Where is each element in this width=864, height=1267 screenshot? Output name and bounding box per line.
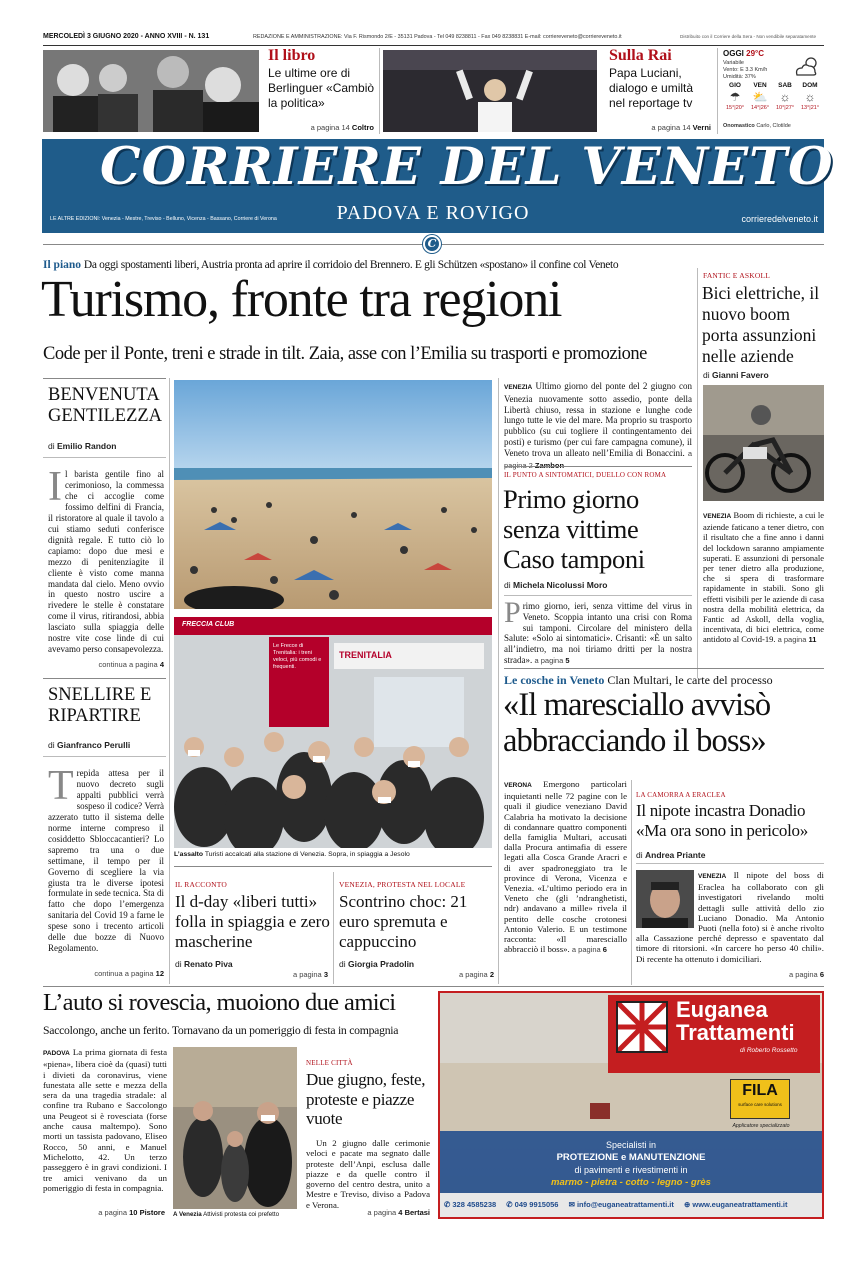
onomastico-names: Carlo, Clotilde [756,123,791,129]
col1a-title: BENVENUTA GENTILEZZA [48,385,163,426]
tamponi-page-num: 5 [565,655,570,665]
fantic-city: VENEZIA [703,513,732,520]
giugno-caption-text: Attivisti protesta coi prefetto [203,1211,280,1218]
weather-today [723,49,764,58]
donadio-title: Il nipote incastra Donadio «Ma ora sono in pericolo» [636,801,808,840]
weather-day-temps: 13°|21° [800,105,820,111]
photo-caption-bold: L’assalto [174,851,204,858]
teaser2-page [609,123,711,132]
weather-temp: 29°C [746,49,764,58]
tamponi-byline [504,580,607,590]
fila-logo [730,1079,790,1119]
col1b-body: repida attesa per il nuovo decreto sugli appalti pubblici verrà sospeso il codice? Verrà azzerato tutto il sistema delle norme interne compreso il cosiddetto Sbloccacantieri? Lo sapremo tra una o due settimane, il tempo per il Governo di scegliere la via giusta tra le diverse ipotesi formulate in sede tecnica. Sta di fatto che dopo l’emergenza sanitaria del Covid 19 a farne le spese sono i trecento articoli delle due bozze di Nuovo Regolamento. [48,768,164,954]
weather-desc1: Variabile [723,60,744,66]
station-photo [174,617,492,848]
racconto-by: di [175,959,182,969]
weather-day-name: DOM [802,82,818,89]
top-date: MERCOLEDÌ 3 GIUGNO 2020 - ANNO XVIII - N. 131 [43,33,210,40]
racconto-author: Renato Piva [184,959,233,969]
giugno-caption-bold: A Venezia [173,1211,202,1218]
fantic-title: Bici elettriche, il nuovo boom porta assunzioni nelle aziende [702,283,820,366]
weather-day-name: GIO [729,82,741,89]
weather-day-name: SAB [778,82,792,89]
racconto-page-num: 3 [323,970,328,979]
giugno-page [306,1208,430,1217]
col1a-cont [48,660,164,669]
spremuta-page [420,970,494,979]
auto-page [43,1208,165,1217]
fantic-text [703,510,824,646]
col1a-cont-label: continua a pagina [98,660,158,669]
tamponi-body: rimo giorno, ieri, senza vittime del virus in Veneto. Scoppia intanto una crisi con Roma sui tamponi. Circolare del ministero della Salute: «Solo ai sintomatici». Crisanti: «È un salto all’indietro, ma noi tiriamo dritti per la nostra strada». [504,601,692,665]
weather-day-name: VEN [753,82,767,89]
auto-text [43,1047,167,1193]
col1a-byline [48,441,117,451]
tamponi-by: di [504,580,511,590]
tamponi-dropcap: P [504,596,521,629]
ad-brand1: Euganea [676,997,768,1022]
station-sign-c: Le Frecce di Trenitalia: i treni veloci, più comodi e frequenti. [273,643,322,670]
venezia-protest-photo [173,1047,297,1209]
teaser1-page [268,123,374,132]
teaser2-text: Papa Luciani, dialogo e umiltà nel reportage tv [609,66,694,110]
teaser1-title: Il libro [268,47,316,64]
partly-cloudy-icon [793,55,821,77]
col1a-body: l barista gentile fino al cerimonioso, la commessa che ci accoglie come fossimo delfini di Francia, il ristoratore al quale il tavolo a cui stiamo seduti conferisce dignità regale. E tutto ciò lo capiamo: dopo due mesi e mezzo di penitenziagite il cliente è visto come manna mandata dal cielo. Meno ovvio in questo nostro uscire a rivedere le stelle è constatare come il virus, ritirandosi, abbia lasciato sulla spiaggia delle nostre vite cose linde di cui avevamo perso consapevolezza. [48,469,164,655]
col1b-byline [48,740,130,750]
weather-desc3: Umidità: 37% [723,74,756,80]
corriere-logo-icon [423,235,441,253]
teaser2-page-num: a pagina 14 [651,123,691,132]
donadio-text [636,870,824,964]
donadio-city: VENEZIA [698,873,727,880]
main-subhead: Code per il Ponte, treni e strade in tilt. Zaia, asse con l’Emilia su trasporti e promozione [43,344,647,364]
phone-icon-2: ✆ [506,1200,513,1209]
weather-day-temps: 14°|26° [750,105,770,111]
teaser1-text: Le ultime ore di Berlinguer «Cambiò la politica» [268,66,375,110]
web-icon: ⊕ [683,1200,691,1209]
maresciallo-body: Emergono particolari inquietanti nelle 72 pagine con le quali il giudice veneziano David Calabria ha motivato la decisione di condannare quattro componenti della famiglia Multari, accusati dalla Procura antimafia di essere legati alla Cosca Grande Aracri e di aver spadroneggiato tra le province di Verona, Vicenza e Venezia. «L’ultimo periodo era in Veneto che (gli ’ndranghetisti, ndr) andavano a mille» rivela il pentito delle cosche crotonesi Antonio Valerio. E un testimone racconta: «Il maresciallo abbracciò il boss». [504,779,627,955]
weather-day [748,82,772,111]
euganea-logo-icon [616,1001,668,1053]
maresciallo-title: «Il maresciallo avvisò abbracciando il boss» [503,687,771,759]
mail-icon: ✉ [568,1200,575,1209]
fila-sub: surface care solutions [738,1102,782,1107]
ad-contacts [440,1193,822,1217]
fantic-page-label: a pagina [777,635,807,645]
weather-day [798,82,822,111]
racconto-kicker: IL RACCONTO [175,880,227,889]
ad-sub: di Roberto Rossetto [740,1047,798,1054]
weather-day [723,82,747,111]
spremuta-author: Giorgia Pradolin [348,959,415,969]
auto-city: PADOVA [43,1050,70,1057]
tamponi-title: Primo giorno senza vittime Caso tamponi [503,484,645,574]
teaser1-page-num: a pagina 14 [310,123,350,132]
ad-line4: marmo - pietra - cotto - legno - grès [551,1177,711,1188]
sun-icon: ☼ [804,90,816,104]
maresciallo-page-label: a pagina [571,945,601,955]
fila-app: Applicatore specializzato [732,1123,790,1129]
beach-photo [174,380,492,609]
fantic-page-num: 11 [808,635,817,645]
maresciallo-text [504,779,627,955]
col1a-by: di [48,441,55,451]
fantic-by: di [703,370,710,380]
col1a-page: 4 [159,660,164,669]
masthead-editions: LE ALTRE EDIZIONI: Venezia - Mestre, Treviso - Belluno, Vicenza - Bassano, Corriere di Verona [50,216,277,222]
teaser2-author: Verni [692,123,711,132]
racconto-page-label: a pagina [292,970,322,979]
fantic-body: Boom di richieste, a cui le aziende faticano a tener dietro, con il risultato che a fine anno i danni del lockdown saranno ampiamente superati. E assunzioni di personale per tener dietro alla produzione, che si spera di trasformare rapidamente in stabili. Sono gli effetti visibili per le aziende di casa nostra della mobilità elettrica, da Fantic ad Askoll, della voglia, incentivata, di bici elettrica, come antidoto al Covid-19. [703,510,824,645]
fila-name: FILA [742,1082,778,1099]
fantic-page [778,635,817,644]
racconto-page [250,970,328,979]
col1b-page: 12 [155,969,164,978]
main-text-body: Ultimo giorno del ponte del 2 giugno con Venezia nuovamente sotto assedio, ponte della Libertà chiuso, ressa in stazione e lunghe code lungo tutte le vie del mare. Ma proprio su trasporto pubblico (su cui togliere il contingentamento dei posti) e turismo (per cui fare campagna comune), il Veneto trova un alleato nell’Emilia di Bonaccini. [504,381,692,458]
maresciallo-page [572,945,607,954]
giugno-title: Due giugno, feste, proteste e piazze vuote [306,1070,426,1128]
euganea-ad[interactable] [438,991,824,1219]
weather-desc2: Vento: E 3.3 Km/h [723,67,768,73]
ebike-photo [703,385,824,501]
donadio-page-label: a pagina [788,970,818,979]
maresciallo-city: VERONA [504,782,532,789]
tamponi-page-label: a pagina [534,655,564,665]
onomastico [723,123,791,129]
teaser1-author: Coltro [351,123,374,132]
teaser2-title: Sulla Rai [609,47,672,64]
masthead-site[interactable]: corrieredelveneto.it [741,214,818,224]
ad-line2: PROTEZIONE e MANUTENZIONE [556,1152,706,1163]
ad-phone1[interactable]: 328 4585238 [452,1200,497,1209]
auto-page-num: 10 [129,1208,138,1217]
station-sign-a: FRECCIA CLUB [182,621,235,628]
giugno-author: Bertasi [404,1208,430,1217]
main-text-page-label: a [687,448,693,458]
tamponi-author: Michela Nicolussi Moro [513,580,608,590]
spremuta-by: di [339,959,346,969]
photo-caption [174,851,494,858]
top-redazione: REDAZIONE E AMMINISTRAZIONE: Via F. Rismondo 2/E - 35131 Padova - Tel 049 8238811 - Fax 049 8238831 E-mail: corriereveneto@corriereveneto.it [253,34,622,40]
giugno-page-label: a pagina [367,1208,397,1217]
donadio-author: Andrea Priante [645,850,706,860]
cloud-rain-icon: ☂ [729,90,741,104]
col1a-author: Emilio Randon [57,441,117,451]
weather-oggi: OGGI [723,49,744,58]
giugno-text: Un 2 giugno dalle cerimonie veloci e pacate ma segnato dalle proteste dell’Anpi, esclusa dalle piazze e da quelle contro il governo del centro destra, unito a Mestre e Treviso, diviso a Padova e Verona. [306,1138,430,1210]
col1b-cont-label: continua a pagina [94,969,154,978]
donadio-kicker: LA CAMORRA A ERACLEA [636,791,726,799]
maresciallo-kicker [504,673,824,688]
partly-cloudy-icon: ⛅ [752,90,768,104]
weather-day [773,82,797,111]
weather-day-temps: 15°|20° [725,105,745,111]
auto-page-label: a pagina [98,1208,128,1217]
masthead-subtitle: PADOVA E ROVIGO [336,202,530,224]
col1a-text [48,464,164,655]
giugno-kicker: NELLE CITTÀ [306,1059,353,1067]
donadio-page [760,970,824,979]
giugno-page-num: 4 [398,1208,403,1217]
ad-line1: Specialisti in [605,1140,657,1150]
masthead-title: CORRIERE DEL VENETO [100,137,834,197]
masthead [42,137,834,233]
auto-title: L’auto si rovescia, muoiono due amici [43,989,396,1016]
racconto-title: Il d-day «liberi tutti» folla in spiaggia e zero mascherine [175,892,330,951]
spremuta-page-num: 2 [489,970,494,979]
fantic-byline [703,370,769,380]
auto-subhead: Saccolongo, anche un ferito. Tornavano da un pomeriggio di festa in compagnia [43,1024,399,1037]
spremuta-byline [339,959,414,969]
top-distribuito: Distribuito con il Corriere della Sera - Non vendibile separatamente [680,34,817,39]
giugno-caption [173,1211,303,1218]
main-kicker-label: Il piano [43,259,82,271]
puoti-photo-space [636,870,698,930]
donadio-byline [636,850,705,860]
donadio-page-num: 6 [819,970,824,979]
maresciallo-page-num: 6 [602,945,607,955]
tamponi-page [535,656,570,665]
phone-icon: ✆ [444,1200,451,1209]
main-text [504,381,692,471]
col1b-title: SNELLIRE E RIPARTIRE [48,685,152,726]
spremuta-kicker: VENEZIA, PROTESTA NEL LOCALE [339,880,466,889]
fantic-kicker: FANTIC E ASKOLL [703,271,771,280]
logo-letter: C [427,237,437,250]
main-text-city: VENEZIA [504,384,533,391]
berlinguer-photo [43,50,259,132]
fantic-author: Gianni Favero [712,370,769,380]
ad-brand2: Trattamenti [676,1020,795,1045]
weather-day-temps: 10°|27° [775,105,795,111]
spremuta-page-label: a pagina [458,970,488,979]
ad-line3: di pavimenti e rivestimenti in [574,1165,688,1175]
col1b-text [48,763,164,954]
onomastico-label: Onomastico [723,123,755,129]
ad-phone2[interactable]: 049 9915056 [514,1200,559,1209]
auto-author: Pistore [139,1208,165,1217]
sun-icon: ☼ [779,90,791,104]
col1a-dropcap: I [48,464,62,510]
main-headline: Turismo, fronte tra regioni [41,271,562,328]
col1b-cont [48,969,164,978]
donadio-by: di [636,850,643,860]
donadio-body: Il nipote del boss di Eraclea ha collaborato con gli investigatori rivelando molti dettagli sulle attività dello zio Luciano Donadio. Ma Antonio Puoti (nella foto) si è anche rivolto alla Cassazione perché depresso e spaventato dal timore di ritorsioni. «In carcere ho perso 40 chili». Di recente ha ottenuto i domiciliari. [636,870,824,964]
photo-caption-text: Turisti accalcati alla stazione di Venezia. Sopra, in spiaggia a Jesolo [204,851,410,858]
tamponi-kicker: IL PUNTO A SINTOMATICI, DUELLO CON ROMA [504,471,667,479]
spremuta-title: Scontrino choc: 21 euro spremuta e cappuccino [339,892,468,951]
main-kicker-text: Da oggi spostamenti liberi, Austria pronta ad aprire il corridoio del Brennero. E gli Schützen «spostano» il confine col Veneto [83,259,619,271]
ad-web[interactable]: www.euganeatrattamenti.it [692,1200,788,1209]
col1b-author: Gianfranco Perulli [57,740,131,750]
ad-email[interactable]: info@euganeatrattamenti.it [576,1200,674,1209]
tamponi-text [504,596,692,667]
maresciallo-kicker-label: Le cosche in Veneto [504,673,605,687]
col1b-dropcap: T [48,763,74,809]
maresciallo-kicker-text: Clan Multari, le carte del processo [607,673,773,687]
col1b-by: di [48,740,55,750]
luciani-photo [383,50,597,132]
auto-body: La prima giornata di festa «piena», libera cioè da (quasi) tutti i divieti da coronavirus, viene funestata alle sette e mezza della sera da una tragedia stradale: al confine tra Rubano e Saccolongo una Peugeot si è rovesciata (forse anche causa maltempo). Sono morti un tassista padovano, Eliseo Rocco, 50 anni, e Manuel Michelotto, 42. Un terzo passeggero è in gravi condizioni. I tre amici venivano da un pomeriggio di festa in compagnia. [43,1047,167,1193]
racconto-byline [175,959,233,969]
station-sign-b: TRENITALIA [339,650,392,660]
